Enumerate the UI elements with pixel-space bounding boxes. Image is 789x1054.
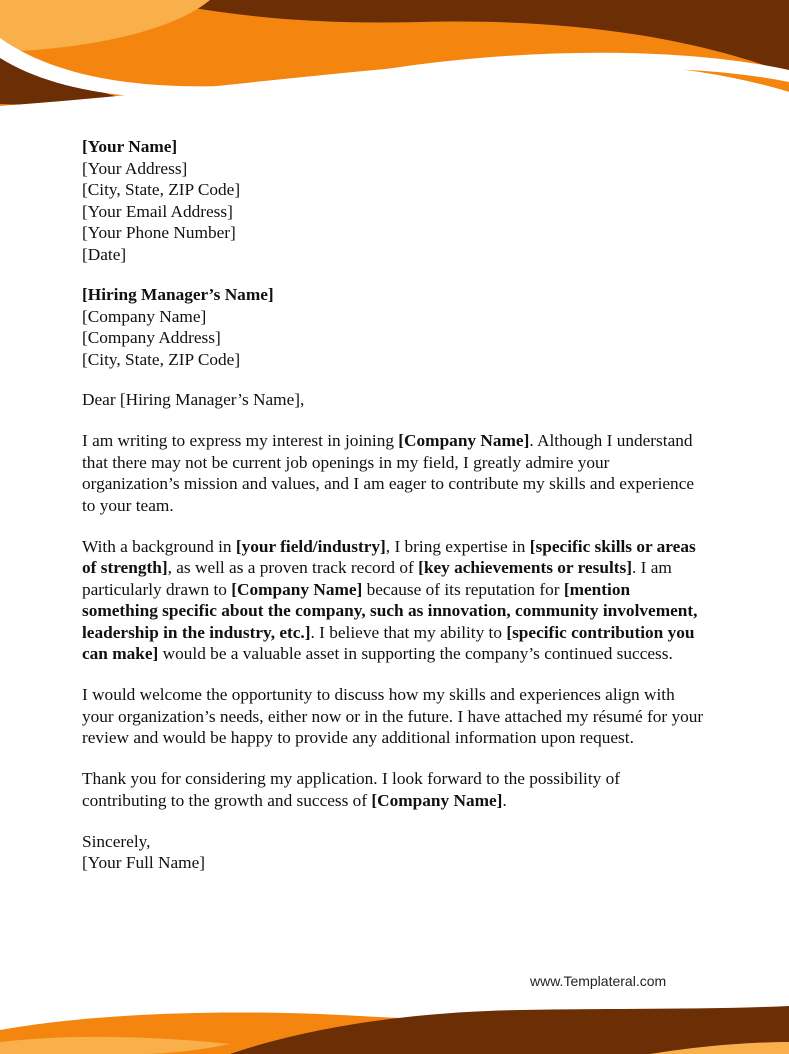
bold-placeholder: [Company Name] xyxy=(231,579,363,599)
closing-block xyxy=(82,831,707,874)
text-run: . Although I understand that there may not be current job openings in my field, I greatly admire your organization’s mission and values, and I am eager to contribute my skills and experience to your team. xyxy=(82,431,695,515)
sender-email: [Your Email Address] xyxy=(82,201,233,221)
signature: [Your Full Name] xyxy=(82,853,206,872)
sender-phone: [Your Phone Number] xyxy=(82,223,236,242)
text-run: With a background in xyxy=(82,536,236,556)
text-run: Thank you for considering my application. I look forward to the possibility of contributing to the growth and success of xyxy=(82,769,621,810)
website-url: www.Templateral.com xyxy=(530,973,667,989)
text-run: I would welcome the opportunity to discuss how my skills and experiences align with your organization’s needs, either now or in the future. I have attached my résumé for your review and would be happy to provide any additional information upon request. xyxy=(82,685,704,747)
text-run: . I believe that my ability to xyxy=(310,622,507,642)
paragraph xyxy=(82,430,707,516)
paragraph xyxy=(82,536,707,665)
text-run: I am writing to express my interest in joining xyxy=(82,431,399,450)
recipient-name: [Hiring Manager’s Name] xyxy=(82,285,274,304)
paragraph xyxy=(82,684,707,749)
sender-name: [Your Name] xyxy=(82,137,178,156)
footer-wave-decoration xyxy=(0,980,789,1054)
recipient-address: [Company Address] xyxy=(82,328,221,347)
bold-placeholder: [mention something specific about the company, such as innovation, community involvement, leadership in the industry, etc.] xyxy=(82,579,698,642)
salutation: Dear [Hiring Manager’s Name], xyxy=(82,390,305,409)
bold-placeholder: [key achievements or results] xyxy=(418,558,632,577)
text-run: . xyxy=(502,790,507,810)
bold-placeholder: [Company Name] xyxy=(398,431,530,450)
bold-placeholder: [Company Name] xyxy=(371,790,503,810)
bold-placeholder: [your field/industry] xyxy=(235,536,386,556)
letter-date: [Date] xyxy=(82,244,127,264)
sender-block xyxy=(82,136,707,265)
sender-city: [City, State, ZIP Code] xyxy=(82,180,241,199)
text-run: because of its reputation for xyxy=(362,579,564,599)
bold-placeholder: [specific skills or areas of strength] xyxy=(82,536,696,577)
recipient-city: [City, State, ZIP Code] xyxy=(82,349,241,369)
text-run: would be a valuable asset in supporting the company’s continued success. xyxy=(158,644,673,663)
recipient-company: [Company Name] xyxy=(82,306,207,326)
recipient-block xyxy=(82,284,707,370)
text-run: , I bring expertise in xyxy=(385,536,530,556)
text-run: , as well as a proven track record of xyxy=(167,558,419,577)
paragraph xyxy=(82,768,707,811)
closing: Sincerely, xyxy=(82,831,151,851)
text-run: . I am particularly drawn to xyxy=(82,558,672,599)
letter-body xyxy=(82,136,707,874)
bold-placeholder: [specific contribution you can make] xyxy=(82,622,695,663)
sender-address: [Your Address] xyxy=(82,158,188,178)
header-wave-decoration xyxy=(0,0,789,135)
